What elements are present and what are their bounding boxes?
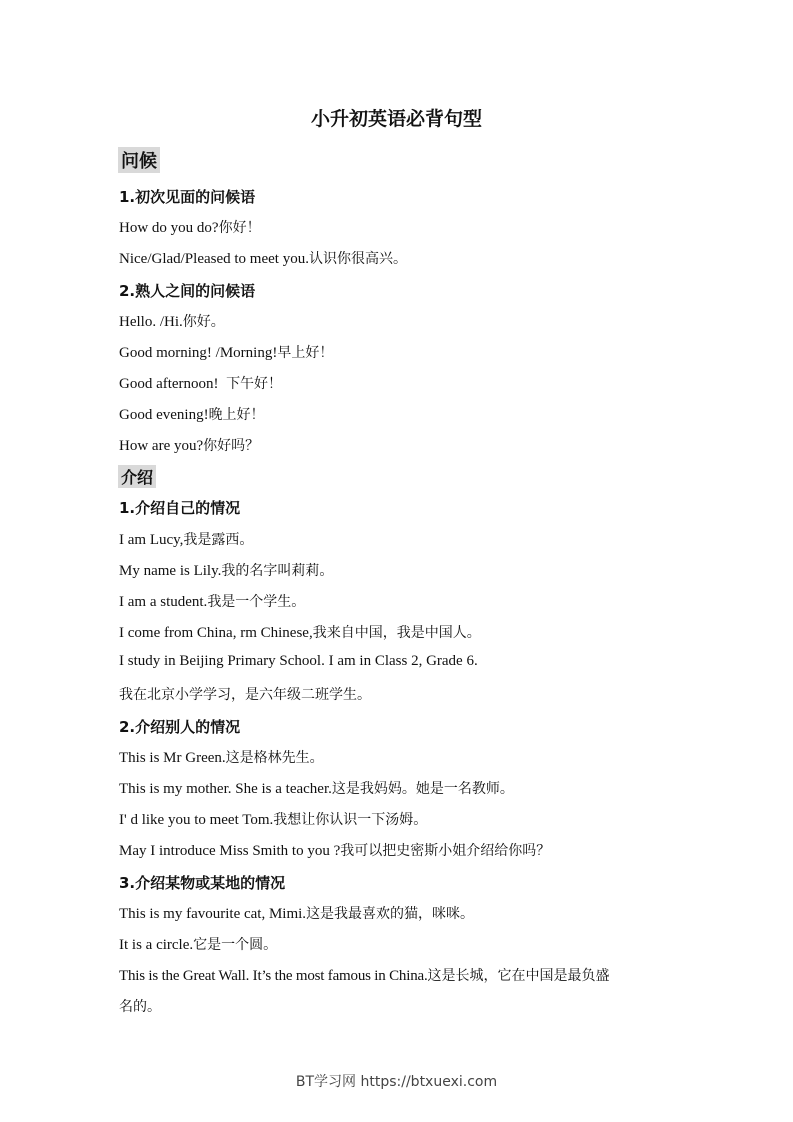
subsection-heading: 2.熟人之间的问候语 [119, 282, 256, 300]
subsection-heading: 1.介绍自己的情况 [119, 499, 241, 517]
sentence-line: How are you?你好吗？ [119, 438, 260, 454]
sentence-line: It is a circle.它是一个圆。 [119, 937, 278, 953]
sentence-line: Good afternoon! 下午好！ [119, 376, 283, 392]
sentence-line: I am a student.我是一个学生。 [119, 594, 306, 610]
sentence-line: Good evening!晚上好！ [119, 407, 265, 423]
sentence-line: 名的。 [119, 999, 161, 1015]
sentence-line: Hello. /Hi.你好。 [119, 314, 225, 330]
sentence-line: I come from China, rm Chinese,我来自中国，我是中国人。 [119, 625, 481, 641]
sentence-line: This is my mother. She is a teacher.这是我妈妈。她是一名教师。 [119, 781, 514, 797]
sentence-line: Good morning! /Morning!早上好！ [119, 345, 334, 361]
page-footer: BT学习网 https://btxuexi.com [295, 1074, 498, 1090]
subsection-heading: 1.初次见面的问候语 [119, 188, 256, 206]
sentence-line: How do you do?你好！ [119, 220, 261, 236]
sentence-line: I am Lucy,我是露西。 [119, 532, 254, 548]
sentence-line: This is Mr Green.这是格林先生。 [119, 750, 324, 766]
section-heading-introductions: 介绍 [118, 465, 156, 488]
section-heading-greetings: 问候 [118, 147, 160, 173]
sentence-line: This is the Great Wall. It’s the most famous in China.这是长城，它在中国是最负盛 [119, 968, 610, 984]
sentence-line: I study in Beijing Primary School. I am in Class 2, Grade 6. [119, 653, 478, 669]
subsection-heading: 3.介绍某物或某地的情况 [119, 874, 286, 892]
sentence-line: My name is Lily.我的名字叫莉莉。 [119, 563, 334, 579]
subsection-heading: 2.介绍别人的情况 [119, 718, 241, 736]
sentence-line: This is my favourite cat, Mimi.这是我最喜欢的猫，咪咪。 [119, 906, 475, 922]
document-title: 小升初英语必背句型 [310, 108, 482, 130]
sentence-line: 我在北京小学学习，是六年级二班学生。 [119, 687, 371, 703]
sentence-line: I' d like you to meet Tom.我想让你认识一下汤姆。 [119, 812, 428, 828]
sentence-line: May I introduce Miss Smith to you ?我可以把史密斯小姐介绍给你吗？ [119, 843, 551, 859]
sentence-line: Nice/Glad/Pleased to meet you.认识你很高兴。 [119, 251, 407, 267]
